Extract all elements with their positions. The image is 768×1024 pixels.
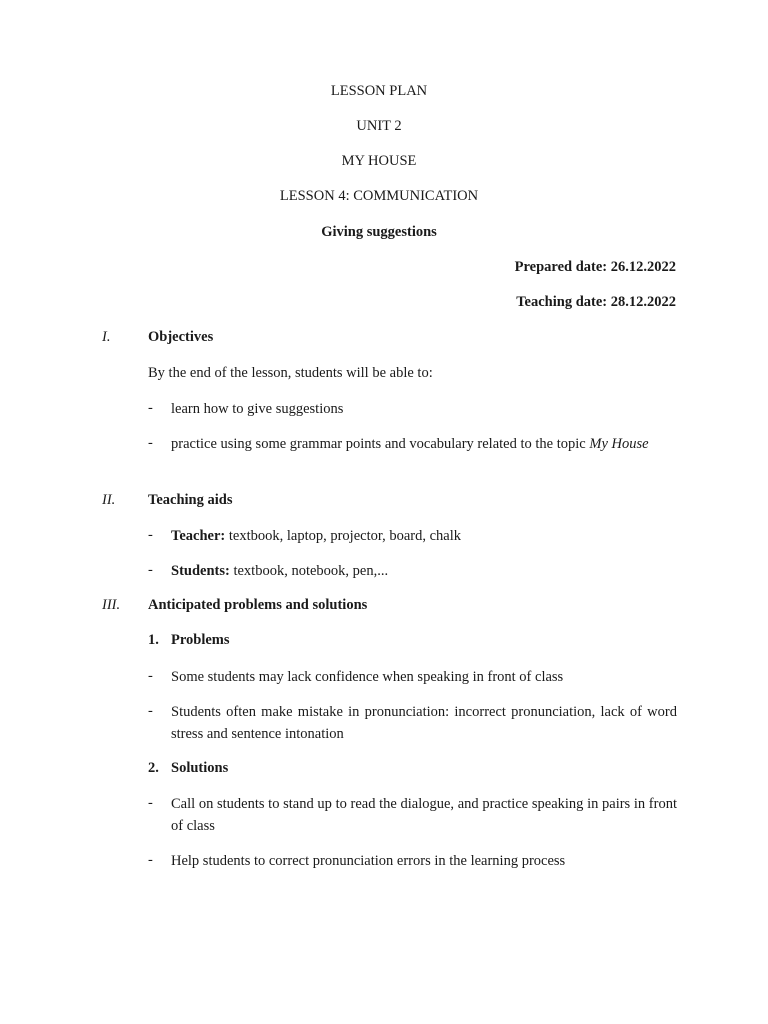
objective-item <box>171 398 677 420</box>
subsection-number: 2. <box>148 760 159 776</box>
section-heading-problems-solutions: Anticipated problems and solutions <box>148 597 368 613</box>
aid-text: textbook, notebook, pen,... <box>229 563 389 579</box>
aid-text: textbook, laptop, projector, board, chalk <box>225 528 462 544</box>
aid-label: Teacher: <box>171 528 226 544</box>
bullet-dash: - <box>148 852 153 868</box>
solution-item: Help students to correct pronunciation errors in the learning process <box>171 853 566 869</box>
objective-topic: My House <box>589 436 649 452</box>
bullet-dash: - <box>148 562 153 578</box>
aid-label: Students: <box>171 563 230 579</box>
section-heading-teaching-aids: Teaching aids <box>148 492 233 508</box>
teaching-date: Teaching date: 28.12.2022 <box>516 294 676 310</box>
prepared-date: Prepared date: 26.12.2022 <box>514 259 676 275</box>
section-numeral: III. <box>102 597 121 613</box>
bullet-dash: - <box>148 703 153 719</box>
subsection-number: 1. <box>148 632 159 648</box>
topic-title: MY HOUSE <box>341 153 417 169</box>
objective-text: learn how to give suggestions <box>171 401 344 417</box>
doc-title: LESSON PLAN <box>330 83 428 99</box>
section-heading-objectives: Objectives <box>148 329 214 345</box>
unit-title: UNIT 2 <box>356 118 402 134</box>
bullet-dash: - <box>148 795 153 811</box>
section-numeral: I. <box>102 329 111 345</box>
objective-item <box>171 433 677 455</box>
objective-text: practice using some grammar points and vocabulary related to the topic <box>171 436 586 452</box>
section-numeral: II. <box>102 492 116 508</box>
subsection-heading-solutions: Solutions <box>171 760 229 776</box>
bullet-dash: - <box>148 400 153 416</box>
problem-item: Students often make mistake in pronunciation: incorrect pronunciation, lack of word stress and sentence intonation <box>171 704 677 742</box>
aid-item-teacher <box>171 525 677 547</box>
bullet-dash: - <box>148 668 153 684</box>
lesson-title: LESSON 4: COMMUNICATION <box>279 188 479 204</box>
bullet-dash: - <box>148 527 153 543</box>
solution-item: Call on students to stand up to read the dialogue, and practice speaking in pairs in front of class <box>171 796 677 834</box>
lesson-subtitle: Giving suggestions <box>321 224 437 240</box>
bullet-dash: - <box>148 435 153 451</box>
subsection-heading-problems: Problems <box>171 632 230 648</box>
objectives-intro: By the end of the lesson, students will be able to: <box>148 365 433 381</box>
aid-item-students <box>171 560 677 582</box>
problem-item: Some students may lack confidence when speaking in front of class <box>171 669 564 685</box>
